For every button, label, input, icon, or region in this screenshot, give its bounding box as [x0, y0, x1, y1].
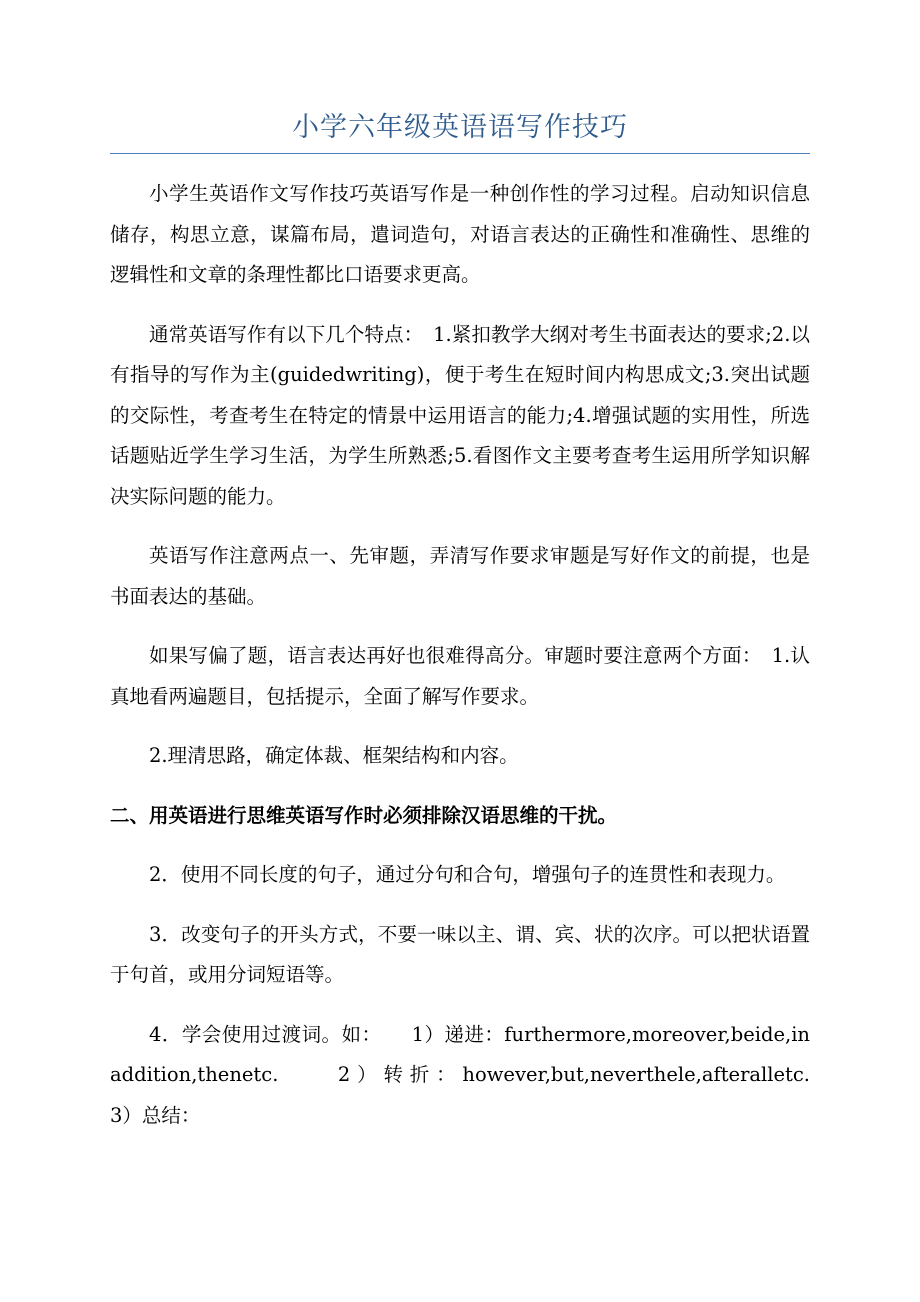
title-divider	[110, 153, 810, 154]
paragraph-review-topic: 英语写作注意两点一、先审题，弄清写作要求审题是写好作文的前提，也是书面表达的基础。	[110, 544, 810, 608]
paragraph-clear-ideas: 2.理清思路，确定体裁、框架结构和内容。	[149, 744, 519, 767]
document-title: 小学六年级英语语写作技巧	[292, 112, 628, 143]
paragraph-sentence-length: 2．使用不同长度的句子，通过分句和合句，增强句子的连贯性和表现力。	[149, 863, 786, 886]
document-body	[110, 174, 850, 1155]
paragraph-sentence-openings: 3．改变句子的开头方式，不要一味以主、谓、宾、状的次序。可以把状语置于句首，或用分词短语等。	[110, 922, 810, 986]
paragraph-review-aspects: 如果写偏了题，语言表达再好也很难得高分。审题时要注意两个方面： 1.认真地看两遍题目，包括提示，全面了解写作要求。	[110, 644, 810, 708]
paragraph-intro: 小学生英语作文写作技巧英语写作是一种创作性的学习过程。启动知识信息储存，构思立意，谋篇布局，遣词造句，对语言表达的正确性和准确性、思维的逻辑性和文章的条理性都比口语要求更高。	[110, 182, 810, 286]
paragraph-features: 通常英语写作有以下几个特点： 1.紧扣教学大纲对考生书面表达的要求;2.以有指导的写作为主(guidedwriting)，便于考生在短时间内构思成文;3.突出试题的交际性，考查考生在特定的情景中运用语言的能力;4.增强试题的实用性，所选话题贴近学生学习生活，为学生所熟悉;5.看图作文主要考查考生运用所学知识解决实际问题的能力。	[110, 322, 810, 508]
paragraph-transition-words: 4．学会使用过渡词。如： 1）递进：furthermore,moreover,beide,inaddition,thenetc. 2）转折：however,but,neverthele,afteralletc. 3）总结：	[110, 1022, 850, 1127]
section-heading-english-thinking: 二、用英语进行思维英语写作时必须排除汉语思维的干扰。	[110, 803, 618, 827]
